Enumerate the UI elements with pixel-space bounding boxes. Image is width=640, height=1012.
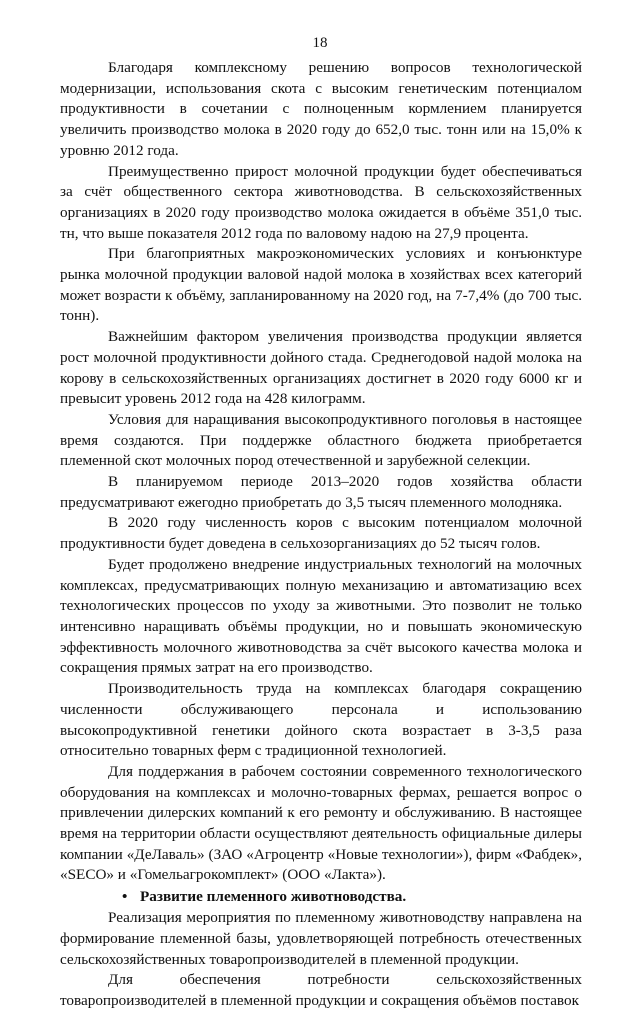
paragraph: При благоприятных макроэкономических условиях и конъюнктуре рынка молочной продукции валовой надой молока в хозяйствах всех категорий может возрасти к объёму, запланированному на 2020 год, на 7-7,4% (до 700 тыс. тонн). (60, 245, 582, 325)
bullet-icon: • (122, 888, 128, 906)
paragraph: Производительность труда на комплексах благодаря сокращению численности обслуживающего персонала и использованию высокопродуктивной генетики дойного скота возрастает в 3-3,5 раза относительно товарных ферм с традиционной технологией. (60, 680, 582, 760)
section-heading-text: Развитие племенного животноводства. (140, 888, 407, 906)
paragraph: Преимущественно прирост молочной продукции будет обеспечиваться за счёт общественного сектора животноводства. В сельскохозяйственных организациях в 2020 году производство молока ожидается в объёме 351,0 тыс. тн, что выше показателя 2012 года по валовому надою на 27,9 процента. (60, 162, 582, 242)
paragraph: Для обеспечения потребности сельскохозяйственных товаропроизводителей в племенной продукции и сокращения объёмов поставок (60, 971, 582, 1009)
paragraph: В 2020 году численность коров с высоким потенциалом молочной продуктивности будет доведена в сельхозорганизациях до 52 тысяч голов. (60, 514, 582, 553)
paragraph: Условия для наращивания высокопродуктивного поголовья в настоящее время создаются. При поддержке областного бюджета приобретается племенной скот молочных пород отечественной и зарубежной селекции. (60, 410, 582, 470)
paragraph: В планируемом периоде 2013–2020 годов хозяйства области предусматривают ежегодно приобретать до 3,5 тысяч племенного молодняка. (60, 473, 582, 511)
page-number: 18 (312, 35, 328, 51)
document-body (60, 58, 582, 1012)
paragraph: Будет продолжено внедрение индустриальных технологий на молочных комплексах, предусматривающих полную механизацию и автоматизацию всех технологических процессов по уходу за животными. Это позволит не только интенсивно наращивать объёмы продукции, но и повышать экономическую эффективность молочного животноводства за счёт высокого качества молока и сокращения прямых затрат на его производство. (60, 555, 582, 677)
paragraph: Для поддержания в рабочем состоянии современного технологического оборудования на комплексах и молочно-товарных фермах, решается вопрос о привлечении дилерских компаний к его ремонту и обслуживанию. В настоящее время на территории области осуществляют деятельность официальные дилеры компании «ДеЛаваль» (ЗАО «Агроцентр «Новые технологии»), фирм «Фабдек», «SECO» и «Гомельагрокомплект» (ООО «Лакта»). (60, 762, 582, 884)
paragraph: Благодаря комплексному решению вопросов технологической модернизации, использования скота с высоким генетическим потенциалом продуктивности в сочетании с полноценным кормлением планируется увеличить производство молока в 2020 году до 652,0 тыс. тонн или на 15,0% к уровню 2012 года. (60, 59, 582, 159)
paragraph: Важнейшим фактором увеличения производства продукции является рост молочной продуктивности дойного стада. Среднегодовой надой молока на корову в сельскохозяйственных организациях достигнет в 2020 году 6000 кг и превысит уровень 2012 года на 428 килограмм. (60, 328, 582, 408)
paragraph: Реализация мероприятия по племенному животноводству направлена на формирование племенной базы, удовлетворяющей потребность отечественных сельскохозяйственных товаропроизводителей в племенной продукции. (60, 909, 582, 968)
